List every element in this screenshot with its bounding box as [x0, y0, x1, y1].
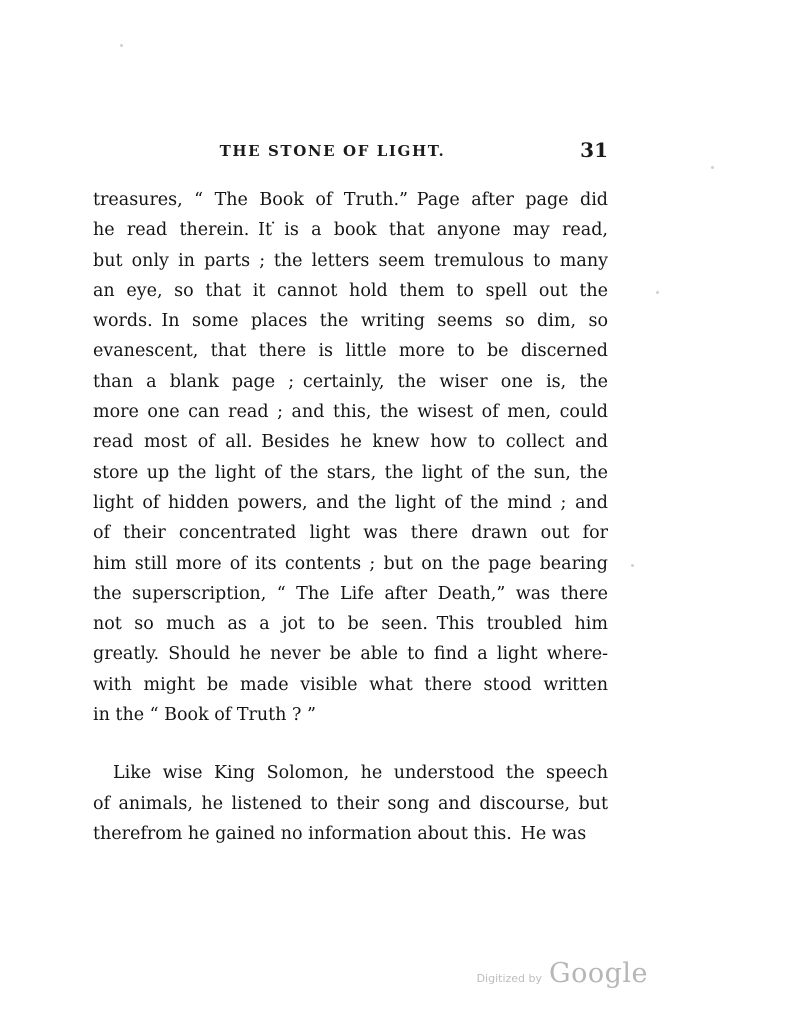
- text-line: in the “ Book of Truth ? ”: [93, 705, 316, 726]
- text-line: store up the light of the stars, the light of the sun, the: [93, 462, 608, 483]
- text-line: him still more of its contents ; but on the page bearing: [93, 553, 608, 574]
- text-line: greatly. Should he never be able to find a light where-: [93, 644, 608, 665]
- text-line: with might be made visible what there stood written: [93, 674, 608, 695]
- text-line: words. In some places the writing seems so dim, so: [93, 311, 608, 332]
- text-line: of animals, he listened to their song and discourse, but: [93, 793, 608, 814]
- text-line: not so much as a jot to be seen. This troubled him: [93, 614, 608, 635]
- scan-speck: [656, 291, 659, 294]
- text-line: read most of all. Besides he knew how to collect and: [93, 432, 608, 453]
- scan-speck: [711, 166, 714, 169]
- text-line: evanescent, that there is little more to be discerned: [93, 341, 608, 362]
- text-line: of their concentrated light was there drawn out for: [93, 523, 608, 544]
- text-line: than a blank page ; certainly, the wiser one is, the: [93, 371, 608, 392]
- text-line: Like wise King Solomon, he understood the speech: [113, 763, 608, 784]
- text-line: light of hidden powers, and the light of the mind ; and: [93, 492, 608, 513]
- text-line: treasures, “ The Book of Truth.” Page after page did: [93, 190, 608, 210]
- paragraph-2: [93, 758, 608, 849]
- scan-speck: [631, 564, 634, 567]
- text-line: therefrom he gained no information about this. He was: [93, 823, 587, 844]
- watermark-prefix: Digitized by: [476, 972, 543, 985]
- digitized-watermark: [477, 958, 648, 989]
- page-body-text: [93, 185, 608, 849]
- text-line: an eye, so that it cannot hold them to spell out the: [93, 280, 608, 301]
- paragraph-1: [93, 185, 608, 730]
- text-line: more one can read ; and this, the wisest of men, could: [93, 402, 608, 423]
- text-line: but only in parts ; the letters seem tremulous to many: [93, 250, 608, 271]
- text-line: he read therein. It ̇is a book that anyone may read,: [93, 220, 608, 241]
- page-number: 31: [580, 138, 608, 162]
- scan-speck: [120, 44, 123, 47]
- google-logo: Google: [549, 958, 648, 989]
- running-title: THE STONE OF LIGHT.: [219, 142, 446, 160]
- text-line: the superscription, “ The Life after Death,” was there: [93, 583, 608, 604]
